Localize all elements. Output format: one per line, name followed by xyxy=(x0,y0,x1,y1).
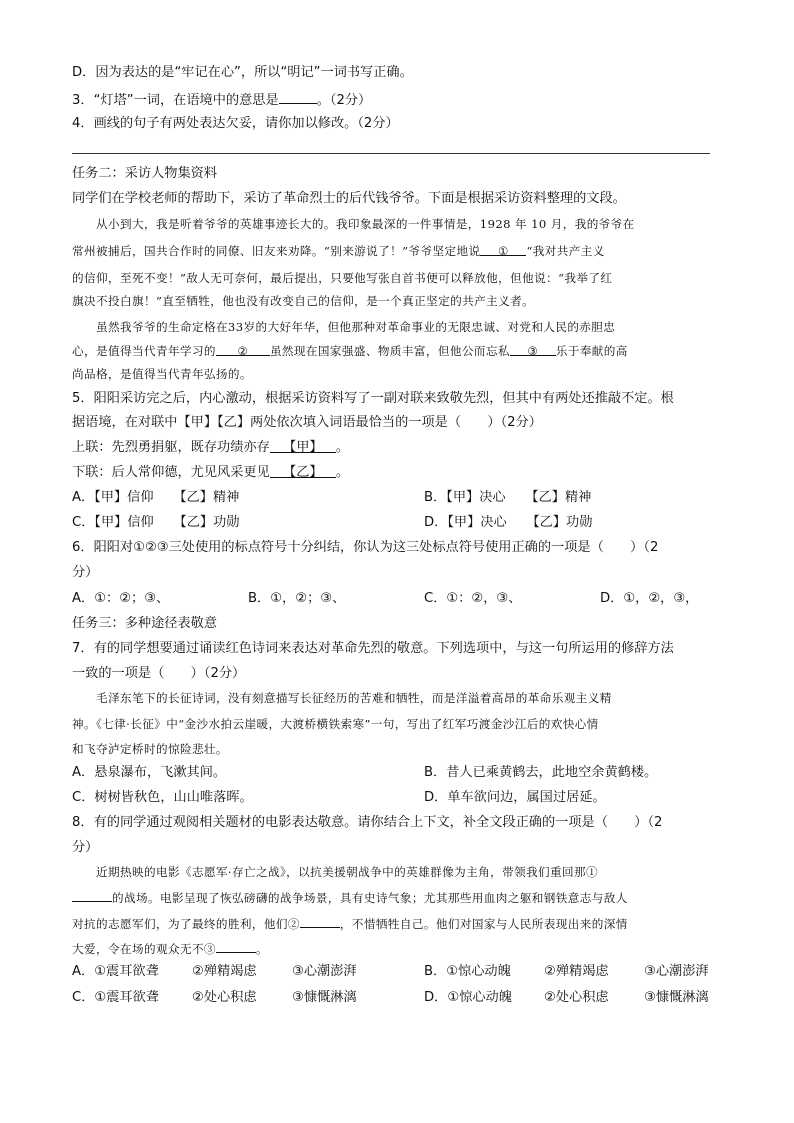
q8-passage-line4 xyxy=(72,938,268,959)
couplet-blank-jia[interactable] xyxy=(270,438,336,453)
q6-option-d[interactable]: D．①，②，③， xyxy=(600,591,699,606)
couplet-lower xyxy=(72,463,349,483)
q7-options-row2 xyxy=(72,788,606,808)
q8-option-b-2: ②殚精竭虑 xyxy=(544,964,609,979)
punct-blank-1[interactable] xyxy=(480,241,526,256)
q8-option-a-2: ②殚精竭虑 xyxy=(192,964,257,979)
q6-option-a[interactable]: A．①：②；③、 xyxy=(72,591,170,606)
q8-option-a[interactable]: A．①震耳欲聋 xyxy=(72,964,159,979)
q7-passage-line2: 神。《七律·长征》中“金沙水拍云崖暖，大渡桥横铁索寒”一句，写出了红军巧渡金沙江后的欢快心情 xyxy=(72,717,599,731)
q8-option-c[interactable]: C．①震耳欲聋 xyxy=(72,990,159,1005)
q5-stem-2: 据语境，在对联中【甲】【乙】两处依次填入词语最恰当的一项是（ ）（2分） xyxy=(72,415,542,430)
punct-blank-2[interactable] xyxy=(216,341,270,356)
q7-options-row1 xyxy=(72,763,658,783)
blank-3-marker: ③ xyxy=(527,344,539,358)
couplet-blank-yi[interactable] xyxy=(270,463,336,478)
q8-passage-line2 xyxy=(72,887,628,908)
interview-p1-line1: 从小到大，我是听着爷爷的英雄事迹长大的。我印象最深的一件事情是，1928 年 10 月，我的爷爷在 xyxy=(96,217,635,231)
section-divider xyxy=(72,153,710,154)
interview-p1-line2 xyxy=(72,241,605,261)
interview-p2-line2-tail: 乐于奉献的高 xyxy=(555,344,628,358)
interview-p2-line1: 虽然我爷爷的生命定格在33岁的大好年华，但他那种对革命事业的无限忠诚、对党和人民的赤胆忠 xyxy=(96,320,616,334)
q6-option-c[interactable]: C．①：②，③、 xyxy=(424,591,522,606)
interview-p2-line3: 尚品格，是值得当代青年弘扬的。 xyxy=(72,367,252,381)
q3-blank[interactable] xyxy=(279,89,317,104)
interview-p2-line2-mid: 虽然现在国家强盛、物质丰富，但他公而忘私 xyxy=(269,344,510,358)
interview-p2-line2 xyxy=(72,341,628,361)
q7-stem-1: 7．有的同学想要通过诵读红色诗词来表达对革命先烈的敬意。下列选项中，与这一句所运用的修辞方法 xyxy=(72,641,674,656)
interview-p2-line2-text: 心，是值得当代青年学习的 xyxy=(72,344,216,358)
q8-option-c-3: ③慷慨淋漓 xyxy=(292,990,357,1005)
q8-passage-line3-a: 对抗的志愿军们，为了最终的胜利，他们② xyxy=(72,917,300,931)
jia-marker: 【甲】 xyxy=(283,440,323,455)
q7-option-d[interactable]: D．单车欲问边，属国过居延。 xyxy=(424,790,606,805)
q7-passage-line3: 和飞夺泸定桥时的惊险悲壮。 xyxy=(72,742,228,756)
q7-option-b[interactable]: B．昔人已乘黄鹤去，此地空余黄鹤楼。 xyxy=(424,765,658,780)
couplet-upper-end: 。 xyxy=(335,440,349,455)
q3-text-b: 。（2分） xyxy=(316,93,372,108)
q8-option-d-2: ②处心积虑 xyxy=(544,990,609,1005)
q5-option-d[interactable]: D．【甲】决心 【乙】功勋 xyxy=(424,515,593,530)
q6-option-b[interactable]: B．①，②；③、 xyxy=(248,591,346,606)
q8-passage-line3 xyxy=(72,913,628,934)
interview-p1-line2-text: 常州被捕后，国共合作时的同僚、旧友来劝降。“别来游说了！”爷爷坚定地说 xyxy=(72,244,481,258)
couplet-upper-text: 上联：先烈勇捐躯，既存功绩亦存 xyxy=(72,440,270,455)
q8-option-b[interactable]: B．①惊心动魄 xyxy=(424,964,511,979)
interview-p1-line2-tail: “我对共产主义 xyxy=(526,244,605,258)
q4-stem: 4．画线的句子有两处表达欠妥，请你加以修改。（2分） xyxy=(72,116,399,131)
q3-stem xyxy=(72,89,371,111)
task2-title: 任务二：采访人物集资料 xyxy=(72,166,218,181)
blank-1-marker: ① xyxy=(498,244,509,258)
q5-options-row2 xyxy=(72,513,593,533)
q8-option-b-3: ③心潮澎湃 xyxy=(644,964,709,979)
q5-option-a[interactable]: A．【甲】信仰 【乙】精神 xyxy=(72,490,240,505)
q8-passage-line4-a: 大爱，令在场的观众无不③ xyxy=(72,942,216,956)
q8-option-d[interactable]: D．①惊心动魄 xyxy=(424,990,512,1005)
task3-title: 任务三：多种途径表敬意 xyxy=(72,616,218,631)
couplet-lower-end: 。 xyxy=(335,465,349,480)
interview-p1-line3: 的信仰，至死不变！”敌人无可奈何，最后提出，只要他写张自首书便可以释放他，但他说：“我举了红 xyxy=(72,271,613,285)
q2-option-d: D．因为表达的是“牢记在心”，所以“明记”一词书写正确。 xyxy=(72,65,413,80)
couplet-lower-text: 下联：后人常仰德，尤见风采更见 xyxy=(72,465,270,480)
q5-option-b[interactable]: B．【甲】决心 【乙】精神 xyxy=(424,490,592,505)
q5-stem-1: 5．阳阳采访完之后，内心激动，根据采访资料写了一副对联来致敬先烈，但其中有两处还推敲不定。根 xyxy=(72,391,674,406)
punct-blank-3[interactable] xyxy=(510,341,556,356)
q8-stem-2: 分） xyxy=(72,840,99,855)
q8-option-a-3: ③心潮澎湃 xyxy=(292,964,357,979)
q8-passage-line2-text: 的战场。电影呈现了恢弘磅礴的战争场景，具有史诗气象；尤其那些用血肉之躯和钢铁意志与敌人 xyxy=(112,891,628,905)
q7-option-a[interactable]: A．悬泉瀑布，飞漱其间。 xyxy=(72,765,227,780)
q8-passage-line3-b: ，不惜牺牲自己。他们对国家与人民所表现出来的深情 xyxy=(339,917,628,931)
q8-stem-1: 8．有的同学通过观阅相关题材的电影表达敬意。请你结合上下文，补全文段正确的一项是（ ）（2 xyxy=(72,815,663,830)
q8-passage-line1: 近期热映的电影《志愿军·存亡之战》，以抗美援朝战争中的英雄群像为主角，带领我们重回那① xyxy=(96,865,599,879)
q8-passage-line4-b: 。 xyxy=(255,942,268,956)
q8-option-c-2: ②处心积虑 xyxy=(192,990,257,1005)
blank-2-marker: ② xyxy=(237,344,249,358)
q5-options-row1 xyxy=(72,488,592,508)
task2-intro: 同学们在学校老师的帮助下，采访了革命烈士的后代钱爷爷。下面是根据采访资料整理的文段。 xyxy=(72,191,626,206)
q3-text-a: 3．“灯塔”一词，在语境中的意思是 xyxy=(72,93,279,108)
q6-stem-1: 6．阳阳对①②③三处使用的标点符号十分纠结，你认为这三处标点符号使用正确的一项是（ ）（2 xyxy=(72,540,659,555)
q8-blank-1[interactable] xyxy=(72,887,112,902)
q6-stem-2: 分） xyxy=(72,565,99,580)
couplet-upper xyxy=(72,438,349,458)
yi-marker: 【乙】 xyxy=(283,465,323,480)
q8-blank-2[interactable] xyxy=(300,913,340,928)
q8-option-d-3: ③慷慨淋漓 xyxy=(644,990,709,1005)
q7-stem-2: 一致的一项是（ ）（2分） xyxy=(72,666,246,681)
q7-option-c[interactable]: C．树树皆秋色，山山唯落晖。 xyxy=(72,790,253,805)
q7-passage-line1: 毛泽东笔下的长征诗词，没有刻意描写长征经历的苦难和牺牲，而是洋溢着高昂的革命乐观主义精 xyxy=(96,691,612,705)
q8-blank-3[interactable] xyxy=(216,938,256,953)
interview-p1-line4: 旗决不投白旗！”直至牺牲，他也没有改变自己的信仰，是一个真正坚定的共产主义者。 xyxy=(72,294,535,308)
q5-option-c[interactable]: C．【甲】信仰 【乙】功勋 xyxy=(72,515,240,530)
